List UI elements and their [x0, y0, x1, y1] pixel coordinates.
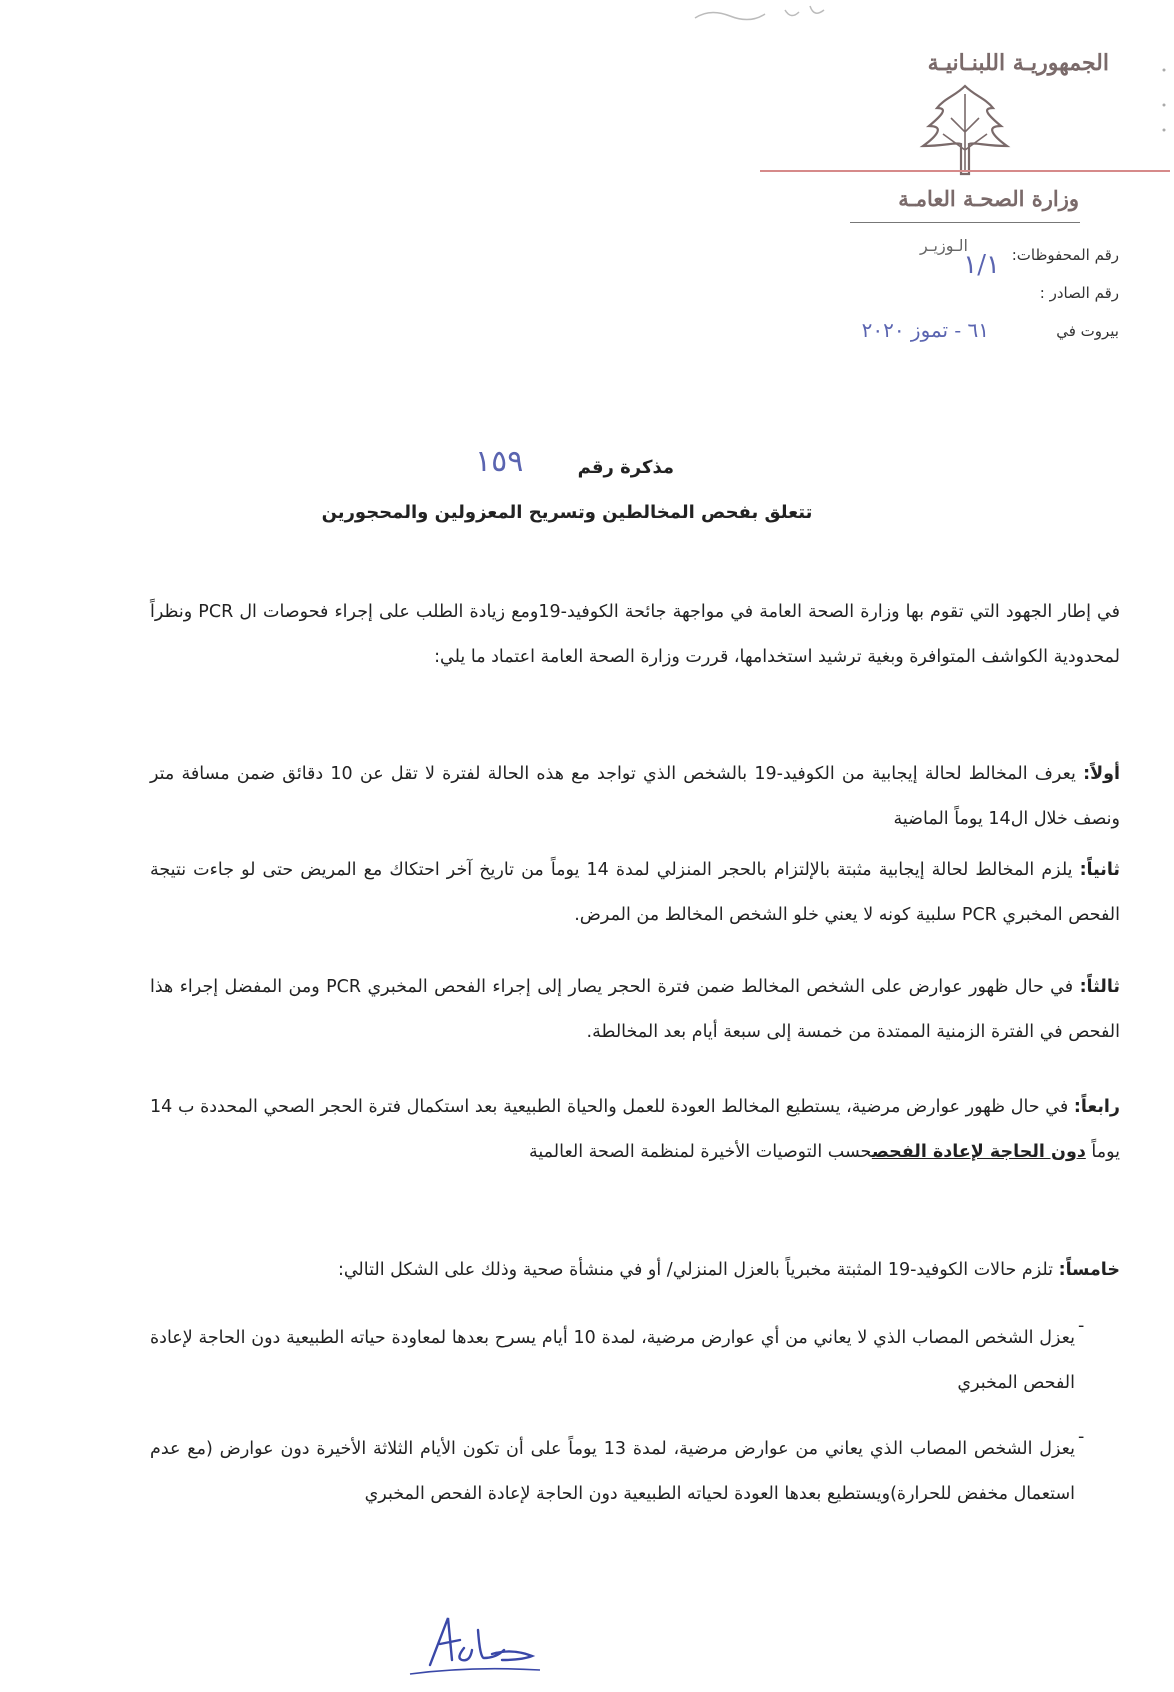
minister-label: الـوزيـر [920, 236, 968, 255]
archive-number-handwritten: ١/١ [963, 250, 1000, 280]
memo-subject-text: تتعلق بفحص المخالطين وتسريح المعزولين والمحجورين [321, 502, 813, 523]
clause-4-text-b: حسب التوصيات الأخيرة لمنظمة الصحة العالمية [529, 1142, 872, 1162]
clause-4-heading: رابعاً: [1073, 1097, 1120, 1117]
issue-number-label: رقم الصادر : [1039, 284, 1119, 302]
republic-heading: الجمهوريـة اللبنـانيـة [927, 50, 1109, 76]
bullet-2: يعزل الشخص المصاب الذي يعاني من عوارض مرضية، لمدة 13 يوماً على أن تكون الأيام الثلاثة الأخيرة دون عوارض (مع عدم استعمال مخفض للحرارة)ويستطيع بعدها العودة لحياته الطبيعية دون الحاجة لإعادة الفحص المخبري [150, 1439, 1075, 1504]
clause-5 [150, 1248, 1120, 1293]
clause-3-heading: ثالثاً: [1079, 977, 1120, 997]
clause-3-text: في حال ظهور عوارض على الشخص المخالط ضمن فترة الحجر يصار إلى إجراء الفحص المخبري PCR ومن المفضل إجراء هذا الفحص في الفترة الزمنية الممتدة من خمسة إلى سبعة أيام بعد المخالطة. [150, 977, 1120, 1042]
bullet-dash-2: - [1078, 1427, 1085, 1447]
clause-4 [150, 1085, 1120, 1175]
clause-5-heading: خامساً: [1058, 1260, 1120, 1280]
clause-2-text: يلزم المخالط لحالة إيجابية مثبتة بالإلتزام بالحجر المنزلي لمدة 14 يوماً من تاريخ آخر احتكاك مع المريض حتى لو جاءت نتيجة الفحص المخبري PCR سلبية كونه لا يعني خلو الشخص المخالط من المرض. [150, 860, 1120, 925]
clause-4-underlined: دون الحاجة لإعادة الفحص [871, 1142, 1086, 1162]
clause-1-text: يعرف المخالط لحالة إيجابية من الكوفيد-19 بالشخص الذي تواجد مع هذه الحالة لفترة لا تقل عن 10 دقائق ضمن مسافة متر ونصف خلال ال14 يوماً الماضية [150, 764, 1120, 829]
clause-1-heading: أولاً: [1083, 764, 1120, 784]
cedar-emblem-icon [915, 82, 1015, 182]
ministry-underline [850, 222, 1080, 223]
memo-subject [0, 502, 1174, 523]
memo-label: مذكرة رقم [577, 457, 674, 478]
bullet-1: يعزل الشخص المصاب الذي لا يعاني من أي عوارض مرضية، لمدة 10 أيام يسرح بعدها لمعاودة حياته الطبيعية دون الحاجة لإعادة الفحص المخبري [150, 1328, 1075, 1393]
clause-4-text-a: في حال ظهور عوارض مرضية، يستطيع المخالط العودة للعمل والحياة الطبيعية بعد استكمال فترة الحجر الصحي المحددة ب 14 يوماً [150, 1097, 1120, 1162]
ministry-heading: وزارة الصحـة العامـة [898, 186, 1079, 211]
clause-1 [150, 752, 1120, 842]
memo-number-handwritten: ١٥٩ [475, 444, 524, 479]
letterhead-divider [760, 170, 1170, 172]
handwritten-mark-top [690, 0, 850, 30]
signature-handwritten [400, 1610, 560, 1680]
clause-2-heading: ثانياً: [1079, 860, 1120, 880]
clause-3 [150, 965, 1120, 1055]
date-label: بيروت في [1056, 322, 1119, 340]
margin-marks [1160, 60, 1168, 140]
bullet-dash-1: - [1078, 1316, 1085, 1336]
intro-paragraph: في إطار الجهود التي تقوم بها وزارة الصحة العامة في مواجهة جائحة الكوفيد-19ومع زيادة الطلب على إجراء فحوصات ال PCR ونظراً لمحدودية الكواشف المتوافرة وبغية ترشيد استخدامها، قررت وزارة الصحة العامة اعتماد ما يلي: [150, 602, 1120, 667]
archive-number-label: رقم المحفوظات: [1011, 246, 1119, 264]
date-handwritten: ٦١ - تموز ٢٠٢٠ [861, 318, 989, 342]
clause-5-text: تلزم حالات الكوفيد-19 المثبتة مخبرياً بالعزل المنزلي/ أو في منشأة صحية وذلك على الشكل التالي: [337, 1260, 1059, 1280]
clause-2 [150, 848, 1120, 938]
